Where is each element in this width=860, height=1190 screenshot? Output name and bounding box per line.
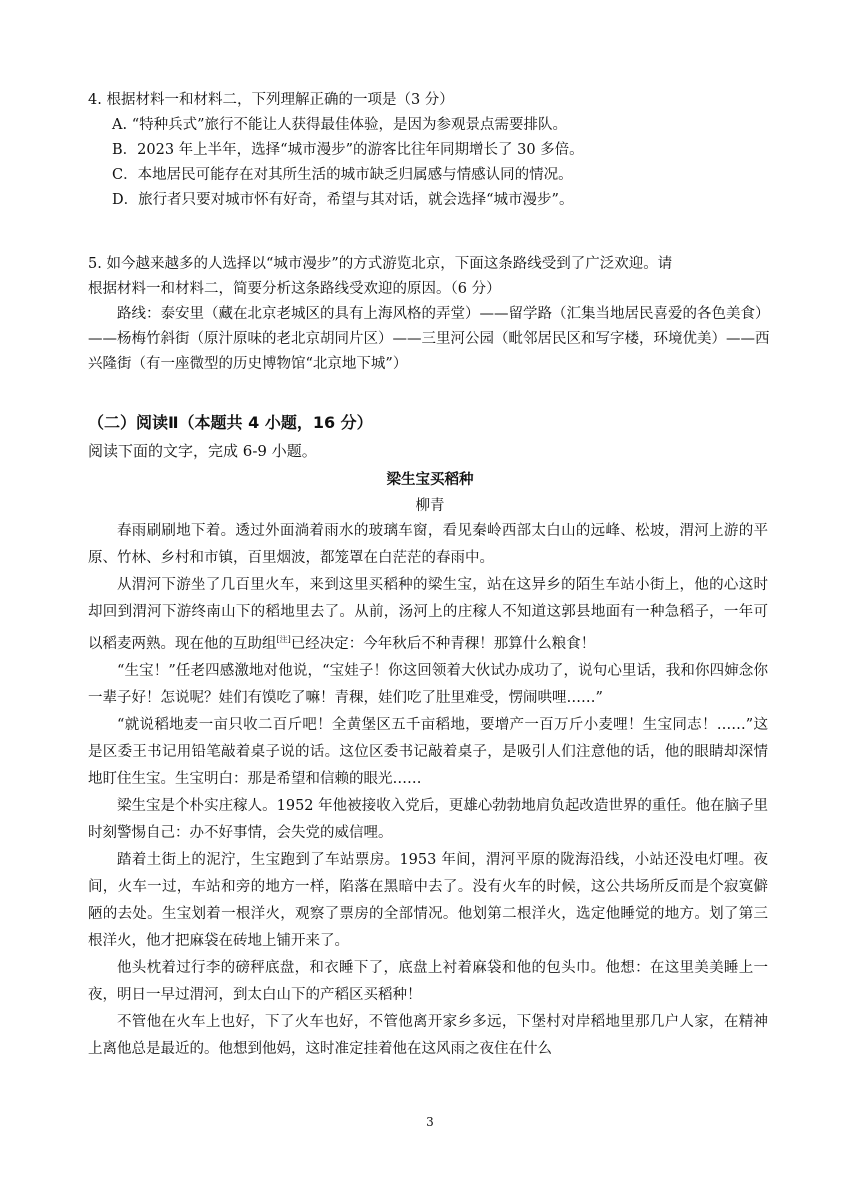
footnote-marker: [注] bbox=[276, 635, 291, 644]
story-paragraph-2 bbox=[88, 572, 768, 658]
section-heading: （二）阅读Ⅱ（本题共 4 小题，16 分） bbox=[88, 413, 373, 432]
question-5-route: 路线：泰安里（藏在北京老城区的具有上海风格的弄堂）——留学路（汇集当地居民喜爱的各色美食）——杨梅竹斜街（原汁原味的老北京胡同片区）——三里河公园（毗邻居民区和写字楼，环境优美）——西兴隆街（有一座微型的历史博物馆“北京地下城”） bbox=[88, 306, 770, 372]
question-4-option-a: A. “特种兵式”旅行不能让人获得最佳体验，是因为参观景点需要排队。 bbox=[112, 117, 568, 133]
question-4-option-d: D．旅行者只要对城市怀有好奇，希望与其对话，就会选择“城市漫步”。 bbox=[112, 192, 574, 208]
story-paragraph-6: 踏着土街上的泥泞，生宝跑到了车站票房。1953 年间，渭河平原的陇海沿线，小站还没电灯哩。夜间，火车一过，车站和旁的地方一样，陷落在黑暗中去了。没有火车的时候，这公共场所反而是个寂寞僻陋的去处。生宝划着一根洋火，观察了票房的全部情况。他划第二根洋火，选定他睡觉的地方。划了第三根洋火，他才把麻袋在砖地上铺开来了。 bbox=[88, 851, 768, 949]
story-paragraph-5: 梁生宝是个朴实庄稼人。1952 年他被接收入党后，更雄心勃勃地肩负起改造世界的重任。他在脑子里时刻警惕自己：办不好事情，会失党的威信哩。 bbox=[88, 797, 768, 841]
question-5-stem-line2: 根据材料一和材料二，简要分析这条路线受欢迎的原因。（6 分） bbox=[88, 281, 501, 297]
story-paragraph-1: 春雨刷刷地下着。透过外面淌着雨水的玻璃车窗，看见秦岭西部太白山的远峰、松坡，渭河上游的平原、竹林、乡村和市镇，百里烟波，都笼罩在白茫茫的春雨中。 bbox=[88, 523, 768, 566]
story-paragraph-4: “就说稻地麦一亩只收二百斤吧！全黄堡区五千亩稻地，要增产一百万斤小麦哩！生宝同志！……”这是区委王书记用铅笔敲着桌子说的话。这位区委书记敲着桌子，是吸引人们注意他的话，他的眼睛却深情地盯住生宝。生宝明白：那是希望和信赖的眼光…… bbox=[88, 716, 768, 787]
page-number: 3 bbox=[426, 1115, 434, 1129]
story-author: 柳青 bbox=[415, 498, 445, 514]
story-title: 梁生宝买稻种 bbox=[386, 472, 474, 488]
story-paragraph-2-part1: 从渭河下游坐了几百里火车，来到这里买稻种的梁生宝，站在这异乡的陌生车站小街上，他的心这时却回到渭河下游终南山下的稻地里去了。从前，汤河上的庄稼人不知道这郭县地面有一种急稻子，一年可以稻麦两熟。现在他的互助组 bbox=[88, 577, 768, 652]
story-paragraph-7: 他头枕着过行李的磅秤底盘，和衣睡下了，底盘上衬着麻袋和他的包头巾。他想：在这里美美睡上一夜，明日一早过渭河，到太白山下的产稻区买稻种！ bbox=[88, 959, 768, 1003]
question-4-option-c: C．本地居民可能存在对其所生活的城市缺乏归属感与情感认同的情况。 bbox=[112, 167, 573, 183]
story-paragraph-2-part2: 已经决定：今年秋后不种青稞！那算什么粮食！ bbox=[290, 635, 596, 652]
question-5 bbox=[88, 252, 778, 377]
question-4 bbox=[88, 88, 778, 213]
question-5-stem-line1: 5. 如今越来越多的人选择以“城市漫步”的方式游览北京，下面这条路线受到了广泛欢迎。请 bbox=[88, 256, 673, 272]
story-body bbox=[88, 518, 768, 1063]
story-paragraph-3: “生宝！”任老四感激地对他说，“宝娃子！你这回领着大伙试办成功了，说句心里话，我和你四婶念你一辈子好！怎说呢？娃们有馍吃了嘛！青稞，娃们吃了肚里难受，愣闹哄哩……” bbox=[88, 662, 768, 706]
question-4-stem: 4. 根据材料一和材料二，下列理解正确的一项是（3 分） bbox=[88, 92, 454, 108]
question-4-option-b: B．2023 年上半年，选择“城市漫步”的游客比往年同期增长了 30 多倍。 bbox=[112, 142, 584, 158]
section-intro: 阅读下面的文字，完成 6-9 小题。 bbox=[88, 442, 317, 460]
story-paragraph-8: 不管他在火车上也好，下了火车也好，不管他离开家乡多远，下堡村对岸稻地里那几户人家，在精神上离他总是最近的。他想到他妈，这时准定挂着他在这风雨之夜住在什么 bbox=[88, 1013, 768, 1057]
